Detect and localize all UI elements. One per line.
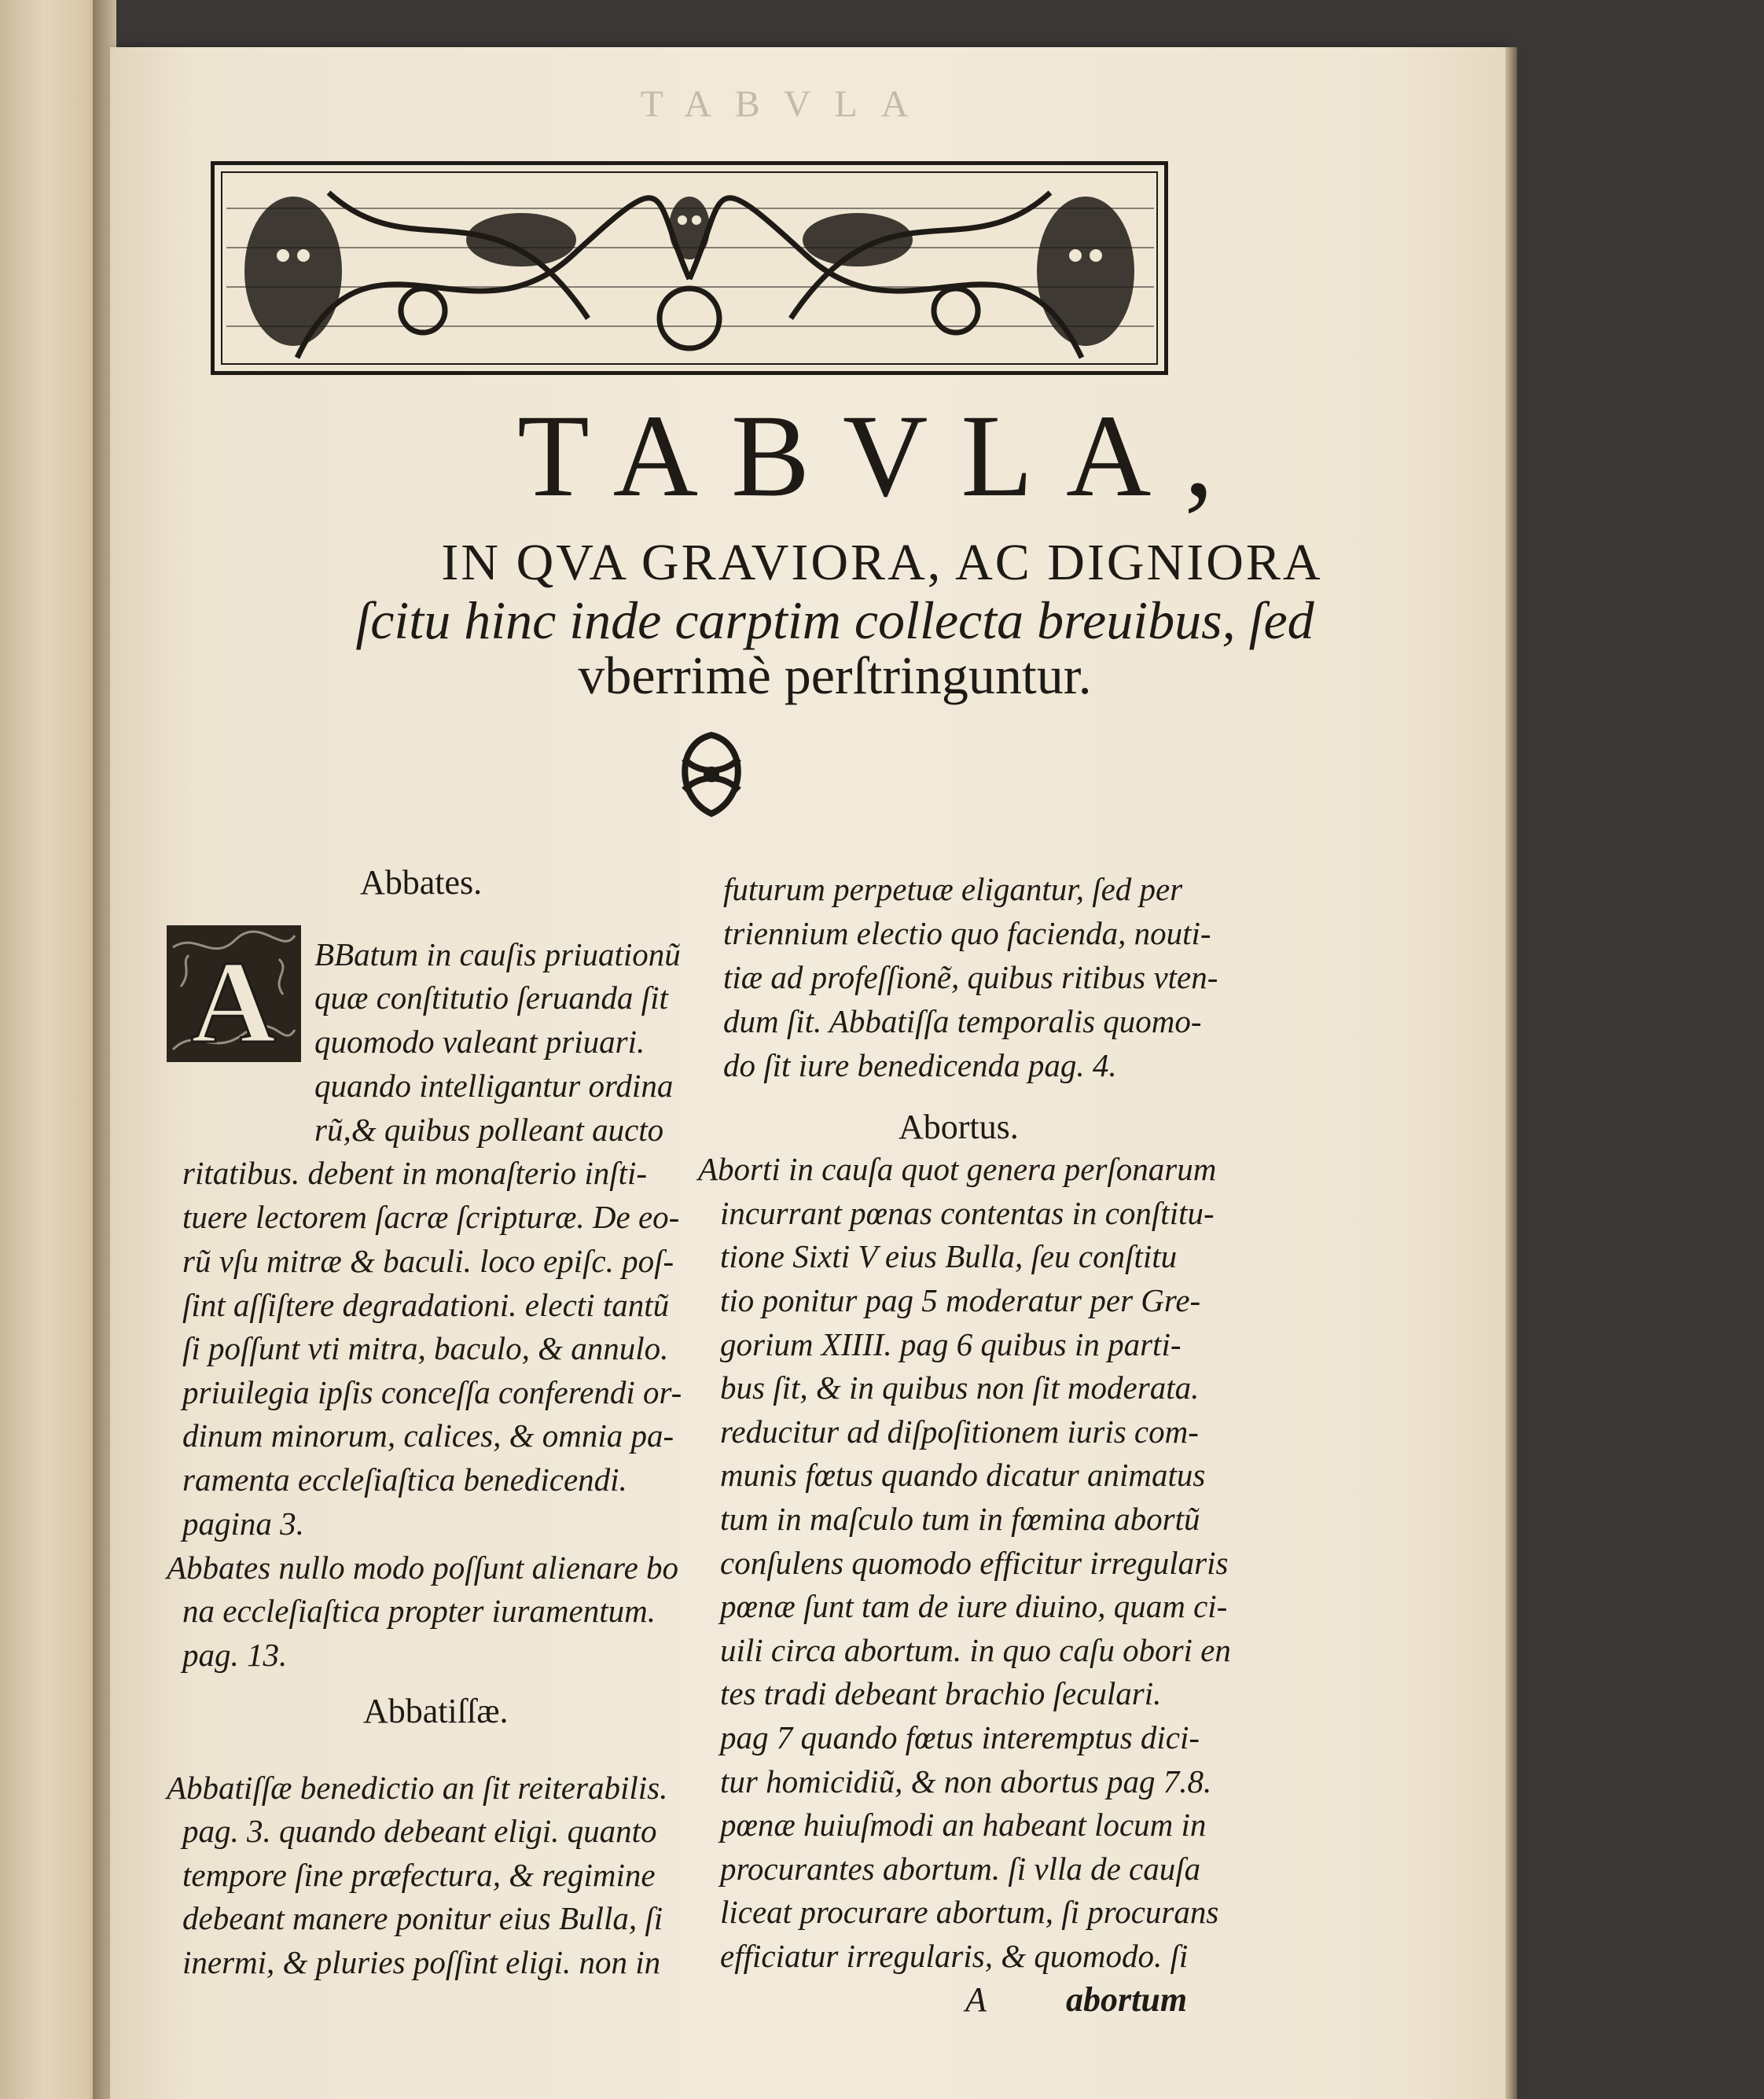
text-line: debeant manere ponitur eius Bulla, ſi (182, 1900, 663, 1936)
text-line: BBatum in cauſis priuationũ (314, 936, 681, 972)
subtitle-line-2: ſcitu hinc inde carptim collecta breuibus, ſed (355, 590, 1314, 650)
text-line: munis fœtus quando dicatur animatus (720, 1457, 1206, 1493)
text-line: dum ſit. Abbatiſſa temporalis quomo- (723, 1003, 1202, 1039)
heading-abortus: Abortus. (899, 1108, 1019, 1146)
text-line: ritatibus. debent in monaſterio inſti- (182, 1155, 648, 1191)
text-line: tempore ſine præfectura, & regimine (182, 1857, 656, 1893)
text-line: tuere lectorem ſacræ ſcripturæ. De eo- (182, 1199, 680, 1235)
text-line: procurantes abortum. ſi vlla de cauſa (720, 1851, 1201, 1887)
heading-abbates: Abbates. (360, 863, 483, 902)
text-line: incurrant pœnas contentas in conſtitu- (720, 1195, 1215, 1231)
text-line: pag 7 quando fœtus interemptus dici- (720, 1719, 1200, 1755)
decorated-initial-A (165, 924, 303, 1064)
text-line: tio ponitur pag 5 moderatur per Gre- (720, 1282, 1201, 1318)
subtitle-line-3: vberrimè perſtringuntur. (578, 645, 1092, 705)
text-line: triennium electio quo facienda, nouti- (723, 915, 1211, 951)
text-line: tes tradi debeant brachio ſeculari. (720, 1675, 1162, 1711)
text-line: rũ vſu mitræ & baculi. loco epiſc. poſ- (182, 1243, 674, 1279)
heading-abbatissae: Abbatiſſæ. (363, 1692, 509, 1730)
page-edge-shadow (1505, 47, 1517, 2099)
page-title: TABVLA, (517, 391, 1247, 521)
text-line: pœnæ ſunt tam de iure diuino, quam ci- (720, 1588, 1228, 1624)
text-line: quomodo valeant priuari. (314, 1024, 645, 1060)
text-line: quando intelligantur ordina (314, 1068, 674, 1104)
text-line: pag. 13. (182, 1637, 288, 1673)
text-line: inermi, & pluries poſſint eligi. non in (182, 1944, 661, 1980)
text-line: tione Sixti V eius Bulla, ſeu conſtitu (720, 1238, 1178, 1274)
signature-mark: A (965, 1980, 987, 2019)
text-line: rũ,& quibus polleant aucto (314, 1112, 664, 1148)
ornamental-headpiece (211, 161, 1168, 375)
text-line: tum in maſculo tum in fœmina abortũ (720, 1501, 1200, 1537)
text-line: liceat procurare abortum, ſi procurans (720, 1894, 1219, 1930)
text-line: tiæ ad profeſſionẽ, quibus ritibus vten- (723, 959, 1218, 995)
text-line: Abbatiſſæ benedictio an ſit reiterabilis. (167, 1770, 668, 1806)
text-line: uili circa abortum. in quo caſu obori en (720, 1632, 1231, 1668)
text-line: ramenta eccleſiaſtica benedicendi. (182, 1461, 627, 1498)
text-line: ſi poſſunt vti mitra, baculo, & annulo. (182, 1330, 669, 1366)
text-line: na eccleſiaſtica propter iuramentum. (182, 1593, 656, 1629)
text-line: tur homicidiũ, & non abortus pag 7.8. (720, 1763, 1212, 1799)
catchword: abortum (1066, 1980, 1188, 2019)
svg-text:A: A (190, 937, 277, 1064)
text-line: pœnæ huiuſmodi an habeant locum in (720, 1807, 1207, 1843)
show-through-running-head: TABVLA (640, 83, 932, 125)
subtitle-line-1: IN QVA GRAVIORA, AC DIGNIORA (441, 534, 1323, 591)
text-line: pagina 3. (182, 1505, 304, 1542)
text-line: Abbates nullo modo poſſunt alienare bo (167, 1549, 679, 1586)
text-line: quæ conſtitutio ſeruanda ſit (314, 980, 668, 1016)
text-line: ſint aſſiſtere degradationi. electi tantũ (182, 1287, 670, 1323)
text-line: do ſit iure benedicenda pag. 4. (723, 1047, 1117, 1083)
text-line: Aborti in cauſa quot genera perſonarum (698, 1151, 1217, 1187)
text-line: bus ſit, & in quibus non ſit moderata. (720, 1369, 1200, 1406)
text-line: conſulens quomodo efficitur irregularis (720, 1545, 1229, 1581)
text-line: gorium XIIII. pag 6 quibus in parti- (720, 1326, 1182, 1362)
text-line: dinum minorum, calices, & omnia pa- (182, 1417, 674, 1454)
text-line: pag. 3. quando debeant eligi. quanto (182, 1813, 657, 1849)
text-line: reducitur ad diſpoſitionem iuris com- (720, 1413, 1199, 1450)
fleuron-ornament (668, 727, 755, 822)
text-line: efficiatur irregularis, & quomodo. ſi (720, 1938, 1189, 1974)
text-line: priuilegia ipſis conceſſa conferendi or- (182, 1374, 682, 1410)
text-line: futurum perpetuæ eligantur, ſed per (723, 871, 1183, 907)
